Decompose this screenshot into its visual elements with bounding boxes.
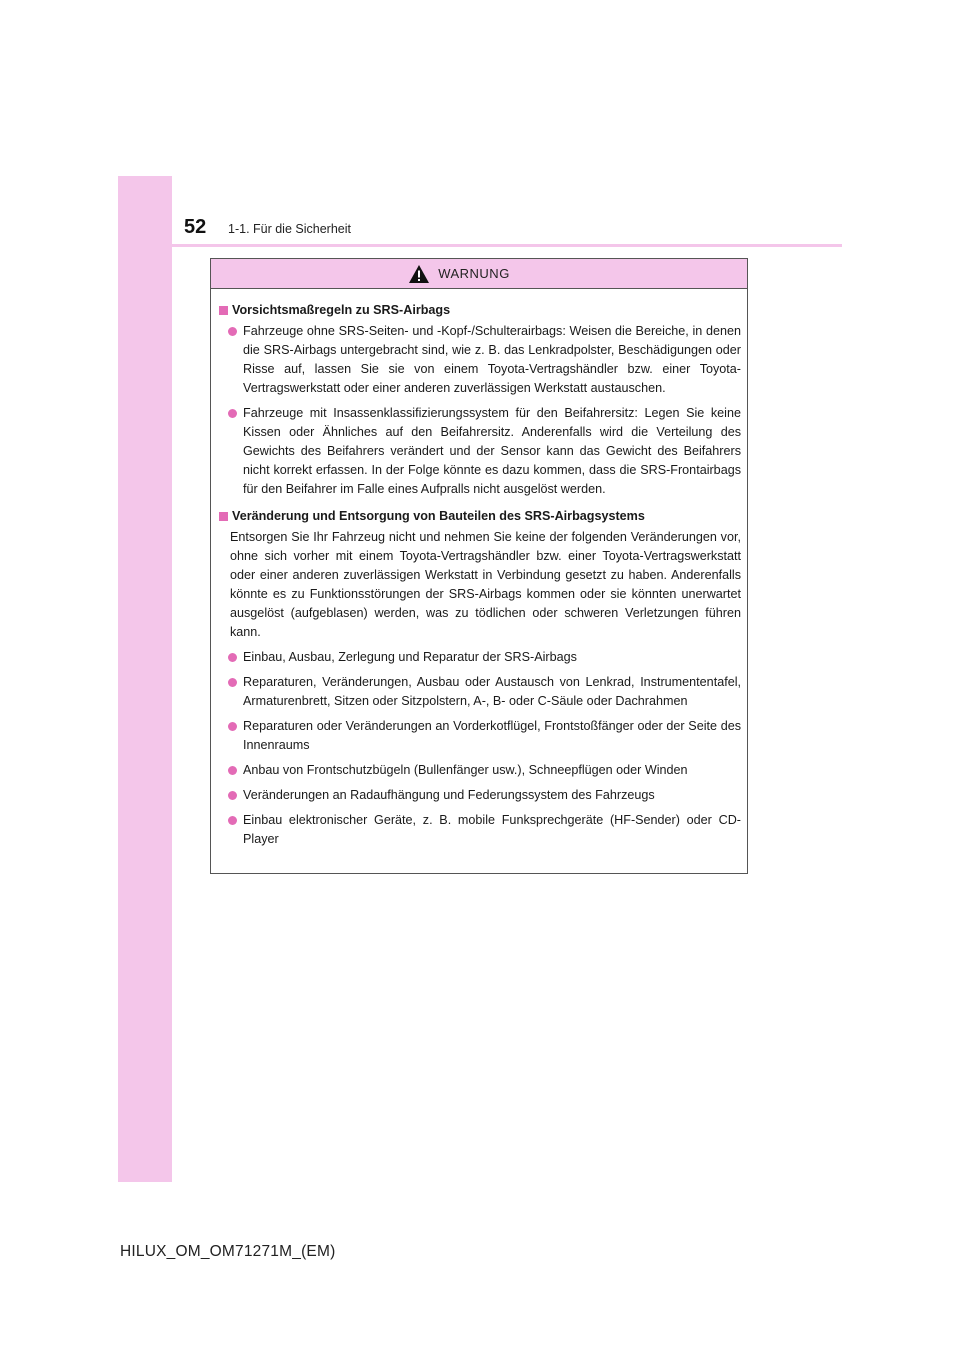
section-heading-text: Vorsichtsmaßregeln zu SRS-Airbags [232,303,451,317]
round-bullet-icon [228,653,237,662]
header-rule [118,244,842,247]
list-item [218,786,741,805]
round-bullet-icon [228,327,237,336]
list-item [218,717,741,755]
list-item [218,404,741,499]
section-heading [218,507,741,526]
list-item-text: Reparaturen oder Veränderungen an Vorderkotflügel, Frontstoßfänger oder der Seite des Innenraums [243,719,741,752]
list-item-text: Fahrzeuge mit Insassenklassifizierungssystem für den Beifahrersitz: Legen Sie keine Kissen oder Ähnliches auf den Beifahrersitz. Anderenfalls wird die Verteilung des Gewichts des Beifahrers verändert und der Sensor kann das Gewicht des Beifahrers nicht korrekt erfassen. In der Folge könnte es dazu kommen, dass die SRS-Frontairbags für den Beifahrer im Falle eines Aufpralls nicht ausgelöst werden. [243,406,741,496]
round-bullet-icon [228,722,237,731]
page-number: 52 [184,216,207,238]
list-item [218,673,741,711]
list-item-text: Anbau von Frontschutzbügeln (Bullenfänger usw.), Schneepflügen oder Winden [243,763,688,777]
warning-box [210,258,748,874]
list-item-text: Fahrzeuge ohne SRS-Seiten- und -Kopf-/Schulterairbags: Weisen die Bereiche, in denen die SRS-Airbags untergebracht sind, wie z. B. das Lenkradpolster, Beschädigungen oder Risse auf, lassen Sie sie von einem Toyota-Vertragshändler bzw. einer Toyota-Vertragswerkstatt oder einer anderen zuverlässigen Werkstatt austauschen. [243,324,741,395]
list-item [218,648,741,667]
list-item-text: Einbau, Ausbau, Zerlegung und Reparatur der SRS-Airbags [243,650,577,664]
round-bullet-icon [228,766,237,775]
warning-header [211,259,747,289]
list-item [218,322,741,398]
round-bullet-icon [228,816,237,825]
list-item [218,761,741,780]
round-bullet-icon [228,409,237,418]
square-bullet-icon [219,512,228,521]
warning-label: WARNUNG [438,266,510,281]
list-item-text: Veränderungen an Radaufhängung und Federungssystem des Fahrzeugs [243,788,655,802]
round-bullet-icon [228,791,237,800]
list-item [218,811,741,849]
warning-triangle-icon [408,264,430,284]
section-paragraph: Entsorgen Sie Ihr Fahrzeug nicht und nehmen Sie keine der folgenden Veränderungen vor, ohne sich vorher mit einem Toyota-Vertragshändler bzw. einer Toyota-Vertragswerkstatt oder einer anderen zuverlässigen Werkstatt in Verbindung gesetzt zu haben. Anderenfalls könnte es zu Funktionsstörungen der SRS-Airbags kommen oder sie könnten unerwartet ausgelöst (aufgeblasen) werden, was zu tödlichen oder schweren Verletzungen führen kann. [230,530,741,639]
list-item-text: Reparaturen, Veränderungen, Ausbau oder Austausch von Lenkrad, Instrumententafel, Armaturenbrett, Sitzen oder Sitzpolstern, A-, B- oder C-Säule oder Dachrahmen [243,675,741,708]
section-heading [218,301,741,320]
list-item-text: Einbau elektronischer Geräte, z. B. mobile Funksprechgeräte (HF-Sender) oder CD-Player [243,813,741,846]
side-band [118,176,172,1182]
square-bullet-icon [219,306,228,315]
round-bullet-icon [228,678,237,687]
section-title: 1-1. Für die Sicherheit [228,222,351,236]
section-heading-text: Veränderung und Entsorgung von Bauteilen des SRS-Airbagsystems [232,509,645,523]
document-code: HILUX_OM_OM71271M_(EM) [120,1243,336,1260]
warning-body [211,289,747,849]
